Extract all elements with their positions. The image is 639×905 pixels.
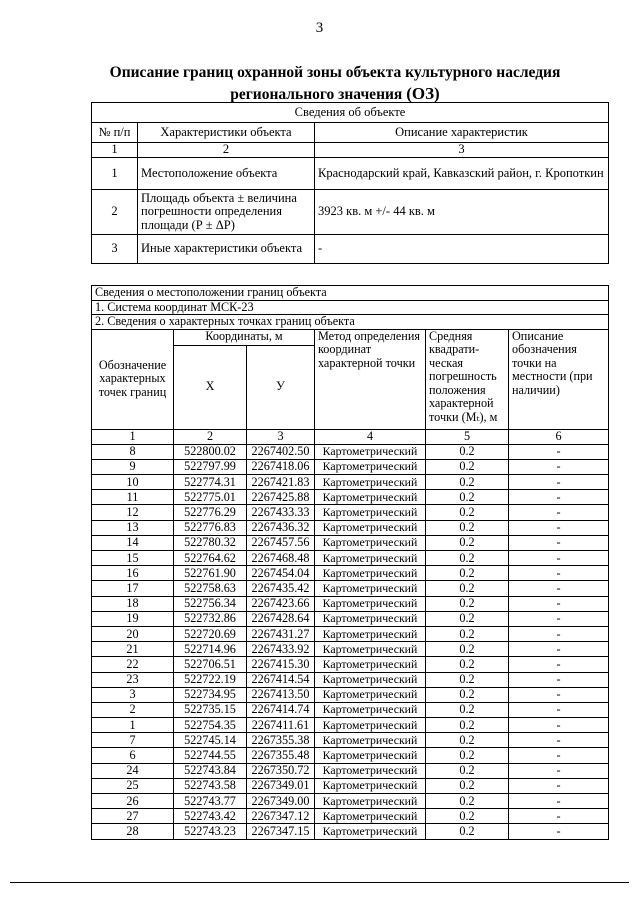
table-row: [92, 581, 609, 596]
method: Картометрический: [315, 475, 426, 490]
table-row: [92, 596, 609, 611]
coord-x: 522776.29: [174, 505, 247, 520]
point-number: 24: [92, 763, 174, 778]
precision: 0.2: [426, 490, 509, 505]
index-cell: 1: [92, 143, 138, 158]
coord-x: 522754.35: [174, 718, 247, 733]
table-row: [92, 702, 609, 717]
coord-x: 522774.31: [174, 475, 247, 490]
point-description: -: [509, 611, 609, 626]
point-number: 7: [92, 733, 174, 748]
index-cell: 2: [174, 429, 247, 444]
method: Картометрический: [315, 596, 426, 611]
point-number: 22: [92, 657, 174, 672]
coord-y: 2267349.01: [247, 778, 315, 793]
precision: 0.2: [426, 596, 509, 611]
method: Картометрический: [315, 581, 426, 596]
coord-y: 2267428.64: [247, 611, 315, 626]
table-row: [92, 611, 609, 626]
coord-system: 1. Система координат МСК-23: [92, 300, 609, 315]
index-cell: 5: [426, 429, 509, 444]
point-number: 20: [92, 626, 174, 641]
coord-y: 2267414.74: [247, 702, 315, 717]
precision: 0.2: [426, 824, 509, 839]
coord-y: 2267433.33: [247, 505, 315, 520]
coord-y: 2267402.50: [247, 444, 315, 459]
method: Картометрический: [315, 824, 426, 839]
method: Картометрический: [315, 551, 426, 566]
precision: 0.2: [426, 444, 509, 459]
precision: 0.2: [426, 459, 509, 474]
method: Картометрический: [315, 718, 426, 733]
method: Картометрический: [315, 794, 426, 809]
point-description: -: [509, 672, 609, 687]
table-row: [92, 763, 609, 778]
point-description: -: [509, 505, 609, 520]
method: Картометрический: [315, 672, 426, 687]
row-description: 3923 кв. м +/- 44 кв. м: [315, 190, 609, 235]
method: Картометрический: [315, 505, 426, 520]
coord-y: 2267347.15: [247, 824, 315, 839]
method: Картометрический: [315, 733, 426, 748]
method: Картометрический: [315, 763, 426, 778]
coord-x: 522745.14: [174, 733, 247, 748]
point-number: 8: [92, 444, 174, 459]
col-coords-header: Координаты, м: [174, 329, 315, 345]
precision: 0.2: [426, 566, 509, 581]
point-description: -: [509, 626, 609, 641]
point-description: -: [509, 520, 609, 535]
point-number: 19: [92, 611, 174, 626]
col-method-header: Метод определения координат характерной точки: [315, 329, 426, 429]
point-description: -: [509, 824, 609, 839]
precision: 0.2: [426, 672, 509, 687]
index-cell: 1: [92, 429, 174, 444]
table-row: [92, 824, 609, 839]
precision: 0.2: [426, 475, 509, 490]
point-number: 14: [92, 535, 174, 550]
col-num-header: № п/п: [92, 123, 138, 143]
coord-x: 522722.19: [174, 672, 247, 687]
coord-y: 2267421.83: [247, 475, 315, 490]
page-bottom-rule: [10, 882, 629, 883]
table-row: [92, 642, 609, 657]
precision: 0.2: [426, 718, 509, 733]
precision: 0.2: [426, 748, 509, 763]
coord-x: 522797.99: [174, 459, 247, 474]
coord-x: 522735.15: [174, 702, 247, 717]
point-number: 10: [92, 475, 174, 490]
point-number: 3: [92, 687, 174, 702]
point-number: 12: [92, 505, 174, 520]
col-char-header: Характеристики объекта: [138, 123, 315, 143]
precision: 0.2: [426, 657, 509, 672]
precision: 0.2: [426, 505, 509, 520]
point-number: 17: [92, 581, 174, 596]
method: Картометрический: [315, 520, 426, 535]
point-description: -: [509, 535, 609, 550]
coord-x: 522764.62: [174, 551, 247, 566]
precision: 0.2: [426, 778, 509, 793]
table-row: [92, 190, 609, 235]
row-number: 3: [92, 235, 138, 264]
point-description: -: [509, 718, 609, 733]
coord-y: 2267435.42: [247, 581, 315, 596]
index-cell: 6: [509, 429, 609, 444]
coord-y: 2267349.00: [247, 794, 315, 809]
point-number: 11: [92, 490, 174, 505]
coord-y: 2267355.48: [247, 748, 315, 763]
table-row: [92, 490, 609, 505]
coord-x: 522776.83: [174, 520, 247, 535]
col-designation-header: Обозначение характерных точек границ: [92, 329, 174, 429]
points-header: 2. Сведения о характерных точках границ объекта: [92, 315, 609, 330]
point-number: 23: [92, 672, 174, 687]
index-cell: 3: [315, 143, 609, 158]
col-precision-header: Средняя квадрати-ческая погрешность положения характерной точки (Mₜ), м: [426, 329, 509, 429]
coord-y: 2267431.27: [247, 626, 315, 641]
method: Картометрический: [315, 566, 426, 581]
point-description: -: [509, 490, 609, 505]
table-row: [92, 809, 609, 824]
precision: 0.2: [426, 809, 509, 824]
index-cell: 3: [247, 429, 315, 444]
coord-y: 2267347.12: [247, 809, 315, 824]
table-row: [92, 672, 609, 687]
point-description: -: [509, 763, 609, 778]
method: Картометрический: [315, 702, 426, 717]
row-characteristic: Иные характеристики объекта: [138, 235, 315, 264]
table-row: [92, 475, 609, 490]
table-row: [92, 520, 609, 535]
table-row: [92, 235, 609, 264]
coord-y: 2267433.92: [247, 642, 315, 657]
title-line-1: Описание границ охранной зоны объекта культурного наследия: [109, 64, 561, 81]
index-cell: 2: [138, 143, 315, 158]
coord-y: 2267457.56: [247, 535, 315, 550]
coord-y: 2267355.38: [247, 733, 315, 748]
title-abbr: (ОЗ): [406, 84, 440, 103]
table-row: [92, 444, 609, 459]
table-row: [92, 718, 609, 733]
table-row: [92, 566, 609, 581]
table-row: [92, 748, 609, 763]
point-description: -: [509, 657, 609, 672]
coord-x: 522743.77: [174, 794, 247, 809]
coord-x: 522743.23: [174, 824, 247, 839]
precision: 0.2: [426, 733, 509, 748]
point-description: -: [509, 642, 609, 657]
coord-x: 522720.69: [174, 626, 247, 641]
row-characteristic: Площадь объекта ± величина погрешности определения площади (Р ± ΔР): [138, 190, 315, 235]
title-line-2-text: регионального значения: [230, 86, 403, 103]
coord-y: 2267411.61: [247, 718, 315, 733]
precision: 0.2: [426, 626, 509, 641]
points-body: [92, 444, 609, 839]
coord-y: 2267423.66: [247, 596, 315, 611]
method: Картометрический: [315, 657, 426, 672]
col-description-header: Описание обозначения точки на местности (при наличии): [509, 329, 609, 429]
precision: 0.2: [426, 687, 509, 702]
precision: 0.2: [426, 581, 509, 596]
coord-y: 2267454.04: [247, 566, 315, 581]
coord-x: 522744.55: [174, 748, 247, 763]
coord-x: 522743.58: [174, 778, 247, 793]
method: Картометрический: [315, 444, 426, 459]
coord-y: 2267413.50: [247, 687, 315, 702]
point-description: -: [509, 687, 609, 702]
table-row: [92, 626, 609, 641]
coord-x: 522732.86: [174, 611, 247, 626]
coord-y: 2267414.54: [247, 672, 315, 687]
point-description: -: [509, 459, 609, 474]
method: Картометрический: [315, 459, 426, 474]
point-number: 1: [92, 718, 174, 733]
table-row: [92, 459, 609, 474]
point-description: -: [509, 581, 609, 596]
point-description: -: [509, 794, 609, 809]
coord-x: 522706.51: [174, 657, 247, 672]
point-number: 21: [92, 642, 174, 657]
point-description: -: [509, 778, 609, 793]
precision: 0.2: [426, 551, 509, 566]
method: Картометрический: [315, 611, 426, 626]
point-number: 26: [92, 794, 174, 809]
point-description: -: [509, 444, 609, 459]
coord-x: 522743.42: [174, 809, 247, 824]
coord-y: 2267350.72: [247, 763, 315, 778]
row-description: Краснодарский край, Кавказский район, г. Кропоткин: [315, 158, 609, 190]
point-description: -: [509, 748, 609, 763]
coord-x: 522800.02: [174, 444, 247, 459]
precision: 0.2: [426, 794, 509, 809]
point-description: -: [509, 809, 609, 824]
coord-x: 522761.90: [174, 566, 247, 581]
method: Картометрический: [315, 642, 426, 657]
method: Картометрический: [315, 490, 426, 505]
precision: 0.2: [426, 702, 509, 717]
point-number: 2: [92, 702, 174, 717]
object-info-header: Сведения об объекте: [92, 103, 609, 123]
table-row: [92, 778, 609, 793]
coord-y: 2267415.30: [247, 657, 315, 672]
method: Картометрический: [315, 748, 426, 763]
precision: 0.2: [426, 535, 509, 550]
table-row: [92, 535, 609, 550]
table-row: [92, 551, 609, 566]
location-header: Сведения о местоположении границ объекта: [92, 286, 609, 301]
point-description: -: [509, 733, 609, 748]
row-description: -: [315, 235, 609, 264]
row-characteristic: Местоположение объекта: [138, 158, 315, 190]
precision: 0.2: [426, 611, 509, 626]
point-description: -: [509, 702, 609, 717]
table-row: [92, 687, 609, 702]
point-description: -: [509, 566, 609, 581]
coord-y: 2267418.06: [247, 459, 315, 474]
page-number: 3: [315, 20, 324, 36]
method: Картометрический: [315, 687, 426, 702]
table-row: [92, 505, 609, 520]
precision: 0.2: [426, 763, 509, 778]
coord-x: 522714.96: [174, 642, 247, 657]
boundary-points-table: [91, 285, 609, 840]
point-number: 9: [92, 459, 174, 474]
coord-x: 522780.32: [174, 535, 247, 550]
method: Картометрический: [315, 535, 426, 550]
coord-y: 2267468.48: [247, 551, 315, 566]
point-number: 15: [92, 551, 174, 566]
point-number: 27: [92, 809, 174, 824]
point-number: 13: [92, 520, 174, 535]
point-number: 18: [92, 596, 174, 611]
coord-x: 522775.01: [174, 490, 247, 505]
point-description: -: [509, 551, 609, 566]
table-row: [92, 657, 609, 672]
table-row: [92, 733, 609, 748]
precision: 0.2: [426, 520, 509, 535]
point-number: 25: [92, 778, 174, 793]
coord-y: 2267436.32: [247, 520, 315, 535]
method: Картометрический: [315, 809, 426, 824]
index-cell: 4: [315, 429, 426, 444]
point-description: -: [509, 475, 609, 490]
col-x-header: X: [174, 345, 247, 429]
row-number: 1: [92, 158, 138, 190]
table-row: [92, 794, 609, 809]
method: Картометрический: [315, 626, 426, 641]
row-number: 2: [92, 190, 138, 235]
method: Картометрический: [315, 778, 426, 793]
point-number: 6: [92, 748, 174, 763]
coord-x: 522734.95: [174, 687, 247, 702]
page-title: [90, 62, 580, 105]
col-desc-header: Описание характеристик: [315, 123, 609, 143]
point-description: -: [509, 596, 609, 611]
point-number: 16: [92, 566, 174, 581]
coord-x: 522758.63: [174, 581, 247, 596]
col-y-header: У: [247, 345, 315, 429]
precision: 0.2: [426, 642, 509, 657]
point-number: 28: [92, 824, 174, 839]
coord-x: 522756.34: [174, 596, 247, 611]
table-row: [92, 158, 609, 190]
object-info-table: [91, 102, 609, 264]
coord-y: 2267425.88: [247, 490, 315, 505]
coord-x: 522743.84: [174, 763, 247, 778]
